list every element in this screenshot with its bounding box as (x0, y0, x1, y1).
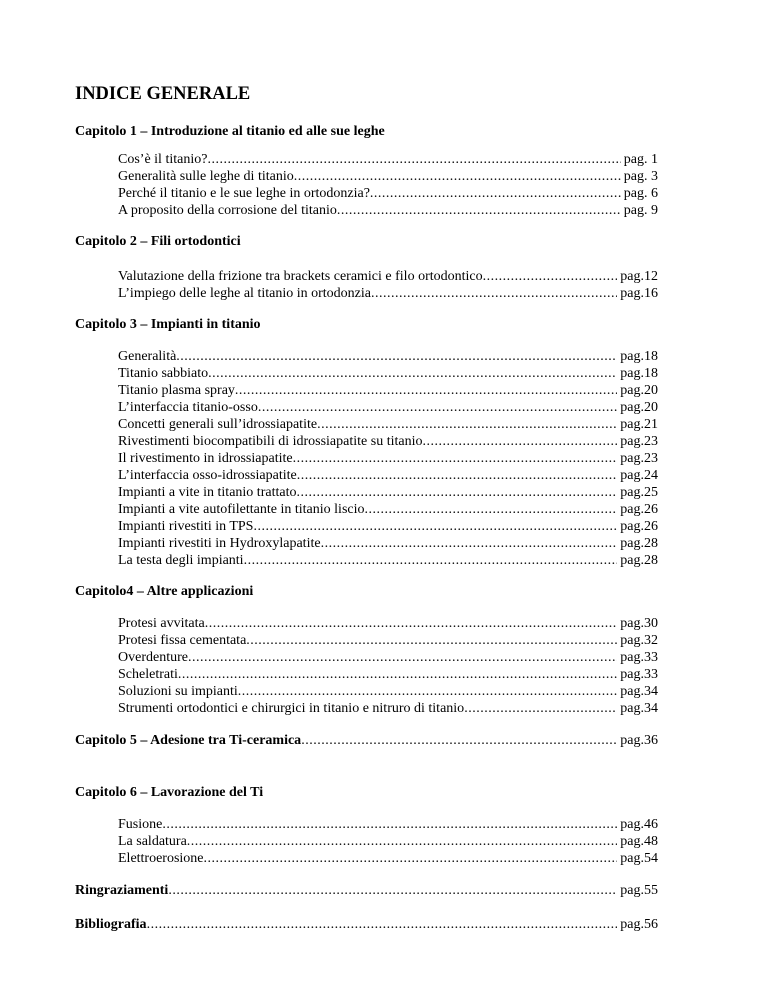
leader-dots (187, 834, 617, 850)
toc-entry-label: Strumenti ortodontici e chirurgici in titanio e nitruro di titanio (118, 701, 465, 716)
toc-entry-page: pag.18 (620, 349, 658, 364)
chapter-1-heading: Capitolo 1 – Introduzione al titanio ed alle sue leghe (75, 124, 385, 139)
leader-dots (253, 519, 617, 535)
toc-entry (118, 519, 658, 536)
toc-entry-label: Elettroerosione (118, 851, 204, 866)
toc-entry-label: Fusione (118, 817, 163, 832)
toc-entry-label: Impianti a vite autofilettante in titanio liscio (118, 502, 365, 517)
chapter-6-heading: Capitolo 6 – Lavorazione del Ti (75, 785, 264, 800)
toc-entry (118, 152, 658, 169)
leader-dots (176, 349, 617, 365)
toc-entry-label: A proposito della corrosione del titanio (118, 203, 337, 218)
leader-dots (178, 667, 617, 683)
leader-dots (296, 485, 617, 501)
toc-entry-label: Generalità (118, 349, 177, 364)
leader-dots (337, 203, 621, 219)
toc-entry-page: pag.28 (620, 536, 658, 551)
chapter-4-heading: Capitolo4 – Altre applicazioni (75, 584, 254, 599)
toc-entry-page: pag.55 (620, 883, 658, 898)
leader-dots (483, 269, 618, 285)
toc-entry-page: pag.25 (620, 485, 658, 500)
toc-entry-page: pag.23 (620, 434, 658, 449)
toc-entry-label: Protesi fissa cementata (118, 633, 247, 648)
toc-entry-label: Impianti rivestiti in TPS (118, 519, 254, 534)
toc-entry-label: Concetti generali sull’idrossiapatite (118, 417, 318, 432)
toc-entry-label: L’impiego delle leghe al titanio in ortodonzia (118, 286, 371, 301)
toc-entry-label: La saldatura (118, 834, 187, 849)
toc-entry (118, 684, 658, 701)
toc-entry-label: Ringraziamenti (75, 883, 169, 898)
toc-entry-page: pag.48 (620, 834, 658, 849)
chapter-2-heading: Capitolo 2 – Fili ortodontici (75, 234, 241, 249)
leader-dots (365, 502, 618, 518)
toc-entry-page: pag.28 (620, 553, 658, 568)
toc-entry-label: Titanio sabbiato (118, 366, 209, 381)
leader-dots (293, 451, 618, 467)
toc-entry (118, 536, 658, 553)
toc-entry-page: pag. 3 (623, 169, 658, 184)
toc-entry (118, 834, 658, 851)
toc-entry-page: pag.26 (620, 502, 658, 517)
leader-dots (317, 417, 617, 433)
toc-entry-label: Il rivestimento in idrossiapatite (118, 451, 293, 466)
toc-entry-page: pag.34 (620, 701, 658, 716)
toc-entry-page: pag.26 (620, 519, 658, 534)
toc-entry-acknowledgements (75, 883, 658, 900)
toc-entry (118, 650, 658, 667)
toc-entry-label: Soluzioni su impianti (118, 684, 238, 699)
leader-dots (188, 650, 617, 666)
toc-entry-label: Bibliografia (75, 917, 147, 932)
toc-entry-page: pag.54 (620, 851, 658, 866)
leader-dots (422, 434, 617, 450)
leader-dots (162, 817, 617, 833)
leader-dots (168, 883, 617, 899)
toc-entry (118, 633, 658, 650)
leader-dots (208, 366, 617, 382)
toc-entry (118, 286, 658, 303)
leader-dots (301, 733, 617, 749)
toc-entry (118, 417, 658, 434)
toc-entry (118, 851, 658, 868)
toc-entry-label: La testa degli impianti (118, 553, 244, 568)
toc-entry (118, 269, 658, 286)
toc-entry (118, 366, 658, 383)
toc-entry (118, 186, 658, 203)
toc-entry-page: pag.36 (620, 733, 658, 748)
leader-dots (464, 701, 617, 717)
page-title: INDICE GENERALE (75, 84, 251, 104)
toc-entry-label: L’interfaccia osso-idrossiapatite (118, 468, 297, 483)
leader-dots (204, 851, 618, 867)
toc-entry-label: Capitolo 5 – Adesione tra Ti-ceramica (75, 733, 302, 748)
toc-entry-page: pag.20 (620, 383, 658, 398)
toc-entry-label: Scheletrati (118, 667, 178, 682)
toc-entry (118, 616, 658, 633)
leader-dots (207, 152, 620, 168)
toc-entry-label: Titanio plasma spray (118, 383, 235, 398)
toc-entry-label: Protesi avvitata (118, 616, 205, 631)
toc-entry (118, 169, 658, 186)
toc-entry (118, 451, 658, 468)
toc-entry-page: pag. 6 (623, 186, 658, 201)
toc-entry (118, 468, 658, 485)
toc-entry-label: Rivestimenti biocompatibili di idrossiapatite su titanio (118, 434, 423, 449)
toc-entry (118, 203, 658, 220)
toc-entry-page: pag.24 (620, 468, 658, 483)
toc-entry-label: Valutazione della frizione tra brackets ceramici e filo ortodontico (118, 269, 483, 284)
leader-dots (147, 917, 618, 933)
toc-entry-page: pag.20 (620, 400, 658, 415)
leader-dots (297, 468, 618, 484)
toc-entry-label: Cos’è il titanio? (118, 152, 208, 167)
toc-entry (118, 701, 658, 718)
toc-entry-label: Impianti a vite in titanio trattato (118, 485, 297, 500)
leader-dots (246, 633, 617, 649)
toc-entry-page: pag.33 (620, 650, 658, 665)
toc-entry (118, 667, 658, 684)
leader-dots (294, 169, 621, 185)
leader-dots (370, 186, 621, 202)
toc-entry-page: pag.16 (620, 286, 658, 301)
toc-entry-page: pag. 1 (623, 152, 658, 167)
toc-entry-page: pag.56 (620, 917, 658, 932)
leader-dots (321, 536, 618, 552)
toc-entry-chapter-5 (75, 733, 658, 750)
toc-entry-page: pag.21 (620, 417, 658, 432)
toc-entry (118, 434, 658, 451)
toc-entry-label: Overdenture (118, 650, 188, 665)
toc-entry-label: Impianti rivestiti in Hydroxylapatite (118, 536, 321, 551)
toc-entry-page: pag.33 (620, 667, 658, 682)
leader-dots (371, 286, 617, 302)
chapter-3-heading: Capitolo 3 – Impianti in titanio (75, 317, 261, 332)
toc-entry (118, 553, 658, 570)
toc-entry-label: Generalità sulle leghe di titanio (118, 169, 294, 184)
toc-entry (118, 485, 658, 502)
toc-entry-page: pag. 9 (623, 203, 658, 218)
toc-entry (118, 400, 658, 417)
toc-entry-page: pag.18 (620, 366, 658, 381)
toc-entry (118, 502, 658, 519)
leader-dots (205, 616, 618, 632)
leader-dots (238, 684, 618, 700)
toc-entry-page: pag.32 (620, 633, 658, 648)
toc-entry (118, 383, 658, 400)
toc-entry (118, 349, 658, 366)
toc-entry-page: pag.30 (620, 616, 658, 631)
toc-entry-page: pag.46 (620, 817, 658, 832)
toc-entry-page: pag.12 (620, 269, 658, 284)
leader-dots (258, 400, 617, 416)
toc-entry-label: Perché il titanio e le sue leghe in ortodonzia? (118, 186, 370, 201)
toc-entry-page: pag.34 (620, 684, 658, 699)
toc-entry-label: L’interfaccia titanio-osso (118, 400, 258, 415)
leader-dots (235, 383, 617, 399)
leader-dots (244, 553, 618, 569)
toc-entry (118, 817, 658, 834)
toc-entry-bibliography (75, 917, 658, 934)
toc-entry-page: pag.23 (620, 451, 658, 466)
